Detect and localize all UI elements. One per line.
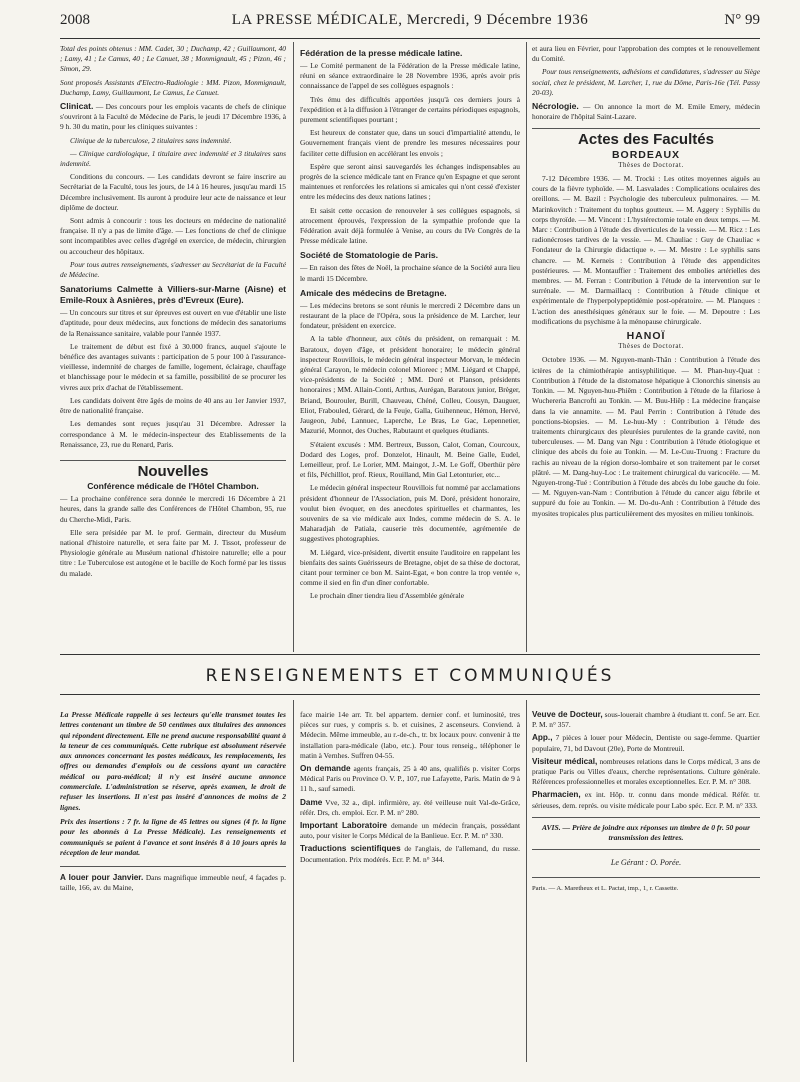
page-number: 2008 bbox=[60, 12, 90, 28]
column-3 bbox=[532, 44, 760, 652]
column-2 bbox=[300, 44, 520, 652]
ad-demande-lead: On demande bbox=[300, 764, 351, 774]
header-rule bbox=[60, 38, 760, 39]
admis-concourir: Sont admis à concourir : tous les docteurs en médecine de nationalité française. Il n'y a pas de limite d'âge. — Les fonctions de chef de clinique sont incompatibles avec celles d'agrégé en exercice, de médecin, chirurgien ou accoucheur des hôpitaux. bbox=[60, 216, 286, 256]
journal-title: LA PRESSE MÉDICALE, Mercredi, 9 Décembre 1936 bbox=[231, 12, 589, 28]
ad-pharmacien-lead: Pharmacien, bbox=[532, 790, 581, 800]
ad-appartement-text: face mairie 14e arr. Tr. bel appartem. dernier conf. et luminosité, tres pièces sur rues, y compris s. b. et cuisines, 2 ascenseurs. Conviend. à Médecin. Même immeuble, au r.-de-ch., tr. bx locaux pouv. convenir à tte installation para-médicale (labo, etc.). Pour tous renseig., téléphoner le matin à Vernhes. Suffren 04-55. bbox=[300, 710, 520, 760]
sanatoriums-heading: Sanatoriums Calmette à Villiers-sur-Marne (Aisne) et Emile-Roux à Asnières, près d'Evreux (Eure). bbox=[60, 284, 286, 306]
federation-heading: Fédération de la presse médicale latine. bbox=[300, 48, 463, 58]
ad-rule bbox=[532, 877, 760, 878]
amicale-p5: A la table d'honneur, aux côtés du président, on remarquait : M. Baratoux, doyen d'âge, et président honoraire; le médecin général inspecteur Rouvillois, le médecin général inspecteur Morvan, le médecin général Carayon, le médecin colonel Mioreec ; MM. Liégard et Chappé, vice-présidents de la Société ; MM. Doré et Planson, présidents honoraires ; MM. Allain-Conti, Arthus, Aurégan, Baratoux junior, Brèger, Briand, Bourouler, Burill, Chauveau, Chéné, Colleu, Cousyn, Dauguer, Eliot, Frabouled, Gérard, de la Feuje, Galla, Guihenneuc, Hémon, Hervé, Jaugeon, Jubé, Lannuec, Laperche, Le Bras, Le Gac, Lepennetier, Mazurié, Monnot, des Ouches, Rabutaunt et quelques étudiants. bbox=[300, 334, 520, 436]
ad-laboratoire-text: demande un médecin français, possédant auto, pour visiter le Corps Médical de la Banlieue. Ecr. P. M. n° 330. bbox=[300, 821, 520, 841]
section-rule bbox=[532, 128, 760, 129]
col3-p2: Pour tous renseignements, adhésions et candidatures, s'adresser au Siège social, chez le président, M. Larcher, 1, rue du Dôme, Paris-16e (Tél. Passy 20-03). bbox=[532, 67, 760, 97]
federation-text: — Le Comité permanent de la Fédération de la Presse médicale latine, réuni en séance extraordinaire le 28 Novembre 1936, après avoir pris connaissance de l'appel de ses collègues espagnols : bbox=[300, 61, 520, 91]
conference-details: Elle sera présidée par M. le prof. Germain, directeur du Muséum national d'histoire naturelle, et sera faite par M. J. Tissot, professeur de Physiologie générale au Muséum national d'histoire naturelle; elle a pour titre : Le Tuberculose est autogène et le bacille de Koch formé par les tissus du malade. bbox=[60, 527, 286, 578]
ad-laboratoire-lead: Important Laboratoire bbox=[300, 821, 388, 831]
amicale-text: — Les médecins bretons se sont réunis le mercredi 2 Décembre dans un restaurant de la place de l'Opéra, sous la présidence de M. Larcher, leur fondateur, président en exercice. bbox=[300, 300, 520, 331]
stomatologie-heading: Société de Stomatologie de Paris. bbox=[300, 250, 439, 261]
ad-visiteur-lead: Visiteur médical, bbox=[532, 756, 598, 766]
ad-dame-text: Vve, 32 a., dipl. infirmière, ay. été veilleuse nuit Val-de-Grâce, référ. Drs, ch. emploi. Ecr. P. M. n° 280. bbox=[300, 797, 520, 817]
ad-rule bbox=[60, 866, 286, 867]
ads-column-1 bbox=[60, 710, 286, 1060]
necrologie-heading: Nécrologie. bbox=[532, 101, 579, 112]
ads-column-3 bbox=[532, 710, 760, 1060]
theses-label: Thèses de Doctorat. bbox=[618, 343, 684, 351]
amicale-p6: S'étaient excusés : MM. Bertreux, Busson, Calot, Coman, Courcoux, Dodard des Loges, prof. Donzelot, Hinault, M. Beine Galle, Eudel, Lemeilleur, prof. Le Lorier, MM. Maingot, J.-M. Le Goff, Oberthür père et fils, Péchilllot, prof. Rieux, Rouilland, Min Gal Letonturier, etc... bbox=[300, 439, 520, 480]
renseignements-faculte: Pour tous autres renseignements, s'adresser au Secrétariat de la Faculté de Médecine. bbox=[60, 259, 286, 280]
ad-traductions-lead: Traductions scientifiques bbox=[300, 844, 401, 854]
bordeaux-heading: BORDEAUX bbox=[611, 148, 681, 161]
issue-number: N° 99 bbox=[724, 12, 760, 28]
bordeaux-theses: 7-12 Décembre 1936. — M. Trocki : Les otites moyennes aiguës au cours de la fièvre typhoïde. — M. Lasvalades : Complications oculaires des oreillons. — M. Bazil : Psychologie des tuberculeux pulmonaires. — M. Marinkovitch : Traitement du tophus goutteux. — M. Aggery : Syphilis du corps thyroïde. — M. Vincent : L'hystérectomie totale en deux temps. — M. Marc : Contribution à l'étude des diverticules de la vessie. — M. Ricz : Les radionécroses tardives de la vessie. — M. Chauliac : Guy de Chauliac « Fondateur de la Chirurgie didactique ». — M. Mestre : Le syphilis sans chancre. — M. Kerneis : Contribution à l'étude des appendicites postérieures. — M. Montauffier : Traitement des embolies artérielles des membres. — M. Ferran : Contribution à l'étude de la intervention sur le surrénale. — M. Darmaillacq : Contribution à l'étude clinique et expérimentale de l'hyperpolypeptidémie post-opératoire. — M. Planques : L'action des anesthésiques généraux sur le foie. — M. Depoutre : Les modifications du psychisme à la ménopause chirurgicale. bbox=[532, 174, 760, 326]
ad-veuve-text: sous-louerait chambre à étudiant tt. conf. 5e arr. Ecr. P. M. n° 357. bbox=[532, 710, 760, 730]
clinicat-heading: Clinicat. bbox=[60, 101, 94, 112]
stomatologie-text: — En raison des fêtes de Noël, la prochaine séance de la Société aura lieu le mardi 15 Décembre. bbox=[300, 263, 520, 283]
ad-app-text: 7 pièces à louer pour Médecin, Dentiste ou sage-femme. Quartier populaire, 71, bd Davout (20e), Porte de Montreuil. bbox=[532, 733, 760, 753]
conference-text: — La prochaine conférence sera donnée le mercredi 16 Décembre à 21 heures, dans la grande salle des Conférences de l'Hôtel Chambon, 95, rue du Cherche-Midi, Paris. bbox=[60, 494, 286, 524]
column-divider bbox=[526, 700, 527, 1062]
gerant-signature: Le Gérant : O. Porée. bbox=[610, 858, 682, 868]
ad-rule bbox=[532, 849, 760, 850]
demandes-text: Les demandes sont reçues jusqu'au 31 Décembre. Adresser la correspondance à M. le médecin-inspecteur des Etablissements de la Renaissance, 23, rue du Renard, Paris. bbox=[60, 419, 286, 449]
page-header bbox=[60, 12, 760, 36]
banner-rule bbox=[60, 654, 760, 655]
points-totals: Total des points obtenus : MM. Cadet, 30 ; Duchamp, 42 ; Guillaumont, 40 ; Lamy, 41 ; Le Camus, 40 ; Le Canuet, 38 ; Monmignault, 45 ; Pizon, 46 ; Simon, 29. bbox=[60, 44, 286, 74]
ad-visiteur-text: nombreuses relations dans le Corps médical, 3 ans de pratique Paris ou Villes d'eaux, cherche représentations. Culture générale. Références professionnelles et morales exceptionnelles. Ecr. P. M. n° 308. bbox=[532, 756, 760, 787]
clinique-tuberculose: Clinique de la tuberculose, 2 titulaires sans indemnité. bbox=[70, 135, 232, 145]
ad-louer-lead: A louer pour Janvier. bbox=[60, 873, 144, 883]
conference-heading: Conférence médicale de l'Hôtel Chambon. bbox=[87, 481, 259, 492]
ad-traductions-text: de l'anglais, de l'allemand, du russe. Documentation. Prix modérés. Ecr. P. M. n° 344. bbox=[300, 844, 520, 864]
actes-heading: Actes des Facultés bbox=[578, 131, 714, 149]
column-divider bbox=[293, 700, 294, 1062]
amicale-p9: Le prochain dîner tiendra lieu d'Assemblée générale bbox=[310, 591, 465, 601]
ads-intro: La Presse Médicale rappelle à ses lecteurs qu'elle transmet toutes les lettres contenant un timbre de 50 centimes aux titulaires des annonces qui répondent directement. Elle ne prend aucune responsabilité quant à la teneur de ces communiqués. Cette rubrique est absolument réservée aux annonces concernant les postes médicaux, les remplacements, les offres ou demandes d'emplois ou de cessions ayant un caractère médical ou para-médical; il n'y est inséré aucune annonce commerciale. L'administration se réserve, après examen, le droit de refuser les insertions. Il n'est pas inséré d'annonces de moins de 2 lignes. bbox=[60, 710, 286, 812]
federation-p4: Et saisit cette occasion de renouveler à ses collègues espagnols, si atrocement éprouvés, l'expression de la sympathie profonde que la Fédération avait déjà formulée à Venise, au cours du IVe Congrès de la Presse médicale latine. bbox=[300, 205, 520, 246]
clinicat-text: — Des concours pour les emplois vacants de chefs de clinique s'ouvriront à la Faculté de Médecine de Paris, le jeudi 17 Décembre 1936, à 9 h. 30 du matin, pour les cliniques suivantes : bbox=[60, 102, 286, 132]
column-divider bbox=[526, 42, 527, 652]
amicale-p8: M. Liégard, vice-président, divertit ensuite l'auditoire en rappelant les bienfaits des saints Guérisseurs de Bretagne, objet de sa thèse de doctorat, citant pour terminer ce bon M. Saint-Egat, « bon contre la trop ventée », comme il sied en fin d'un dîner confortable. bbox=[300, 547, 520, 588]
ads-column-2 bbox=[300, 710, 520, 1060]
ad-app-lead: App., bbox=[532, 733, 553, 743]
ad-rule bbox=[532, 817, 760, 818]
section-rule bbox=[60, 460, 286, 461]
conditions-concours: Conditions du concours. — Les candidats devront se faire inscrire au Secrétariat de la Faculté, tous les jours, de 14 à 16 heures, jusqu'au mardi 15 Décembre inclusivement. Ils auront à produire leur acte de naissance et leur diplôme de docteur. bbox=[60, 172, 286, 212]
hanoi-theses: Octobre 1936. — M. Nguyen-manh-Thân : Contribution à l'étude des ictères de la chimiothérapie antisyphilitique. — M. Phan-huy-Quat : Contribution à l'étude de la distomatose hépatique à Clonorchis sinensis au Tonkin. — M. Nguyen-huu-Phiêm : Contribution à l'étude de la filariose à Wuchereria Bancrofti au Tonkin. — M. Buu-Hiêp : La médecine française dans la vie annamite. — M. Paul Perrin : Contribution à l'étude des ponctions-biopsies. — M. Le-huu-My : Contribution à l'étude des traitements chirurgicaux des pleurésies purulentes de la grande cavité, non tuberculeuses. — M. Dang van Ngu : Contribution à l'étude étiologique et clinique des abcès du foie au Tonkin. — M. Le-Cuu-Truong : Fracture du rachis au niveau de la région dorso-lombaire et son traitement par le corset plâtré. — M. Dang-huy-Loc : Le traitement chirurgical du varicocèle. — M. Nguyen-trong-Tué : Contribution à l'étude des abcès du lobe gauche du foie. — M. Nguyen-van-Nam : Contribution à l'étude du cancer aigu fébrile et suppuré du foie au Tonkin. — M. Do-du-Anh : Contribution à l'étude des myosites tropicales plus particulièrement des myosites en milieu tonkinois. bbox=[532, 355, 760, 518]
traitement-text: Le traitement de début est fixé à 30.000 francs, auquel s'ajoute le bénéfice des avantages suivants : participation de 5 pour 100 à l'assurance-vieillesse, indemnité de charges de famille, logement, éclairage, chauffage et blanchissage pour le médecin et sa famille, possibilité de se procurer les vivres aux prix d'achat de l'établissement. bbox=[60, 341, 286, 392]
amicale-p7: Le médecin général inspecteur Rouvillois fut nommé par acclamations président d'honneur de l'Association, puis M. Doré, président honoraire, voulut bien évoquer, en des anecdotes spirituelles et charmantes, les souvenirs de sa vie médicale aux Indes, comme médecin de S. A. le Maharadjah de Patiala, causerie très documentée, agrémentée de suggestives photographies. bbox=[300, 483, 520, 544]
sanatoriums-text: — Un concours sur titres et sur épreuves est ouvert en vue d'établir une liste d'aptitude, pour deux médecins, aux fonctions de médecin des sanatoriums de la Renaissance sanitaire, valable pour l'année 1937. bbox=[60, 308, 286, 338]
candidats-age: Les candidats doivent être âgés de moins de 40 ans au 1er Janvier 1937, être de nationalité française. bbox=[60, 395, 286, 416]
ad-pharmacien-text: ex int. Hôp. tr. connu dans monde médical. Référ. tr. sérieuses, dem. représ. ou visite médicale pour Labo spéc. Ecr. P. M. n° 333. bbox=[532, 790, 760, 810]
federation-p2: Est heureux de constater que, dans un souci d'impartialité attendu, le Gouvernement français vient de prendre les mesures nécessaires pour faciliter cette diffusion en accélérant les envois ; bbox=[300, 128, 520, 158]
col3-p1: et aura lieu en Février, pour l'approbation des comptes et le renouvellement du Comité. bbox=[532, 44, 760, 64]
ad-louer-text: Dans magnifique immeuble neuf, 4 façades p. taille, 166, av. du Maine, bbox=[60, 873, 286, 893]
ad-demande-text: agents français, 25 à 40 ans, qualifiés p. visiter Corps Médical Paris ou Province O. V. P., 107, rue Lafayette, Paris. Matin de 9 à 11 h., sauf samedi. bbox=[300, 764, 520, 794]
banner-rule bbox=[60, 694, 760, 695]
clinique-cardiologique: — Clinique cardiologique, 1 titulaire avec indemnité et 3 titulaires sans indemnité. bbox=[60, 148, 286, 169]
assistants-proposed: Sont proposés Assistants d'Electro-Radiologie : MM. Pizon, Monmignault, Duchamp, Lamy, Guillaumont, Le Camus, Le Canuet. bbox=[60, 77, 286, 97]
avis-notice: AVIS. — Prière de joindre aux réponses un timbre de 0 fr. 50 pour transmission des lettres. bbox=[541, 822, 751, 843]
ad-veuve-lead: Veuve de Docteur, bbox=[532, 710, 603, 719]
ad-dame-lead: Dame bbox=[300, 797, 323, 807]
amicale-heading: Amicale des médecins de Bretagne. bbox=[300, 287, 447, 298]
column-1 bbox=[60, 44, 286, 652]
federation-p1: Très ému des difficultés apportées jusqu'à ces derniers jours à l'expédition et à la diffusion à l'étranger de certains périodiques espagnols, purement scientifiques pourtant ; bbox=[300, 94, 520, 125]
column-divider bbox=[293, 42, 294, 652]
theses-label: Thèses de Doctorat. bbox=[618, 161, 684, 169]
federation-p3: Espère que seront ainsi sauvegardés les échanges indispensables au progrès de la science médicale tant en France qu'en Espagne et que seront maintenues et renforcées les relations si amicales qui n'ont cessé d'exister entre les médecins des deux nations latines ; bbox=[300, 161, 520, 202]
necrologie-text: — On annonce la mort de M. Emile Emery, médecin honoraire de l'hôpital Saint-Lazare. bbox=[532, 102, 760, 122]
nouvelles-heading: Nouvelles bbox=[137, 462, 209, 480]
renseignements-banner: RENSEIGNEMENTS ET COMMUNIQUÉS bbox=[205, 666, 615, 686]
imprimeur-line: Paris. — A. Maretheux et L. Pactat, imp., 1, r. Cassette. bbox=[532, 884, 679, 892]
ads-prices: Prix des insertions : 7 fr. la ligne de 45 lettres ou signes (4 fr. la ligne pour les abonnés à La Presse Médicale). Les renseignements et communiqués se paient à l'avance et sont insérés 8 à 10 jours après la réception de leur mandat. bbox=[60, 816, 286, 857]
hanoi-heading: HANOÏ bbox=[626, 330, 666, 343]
